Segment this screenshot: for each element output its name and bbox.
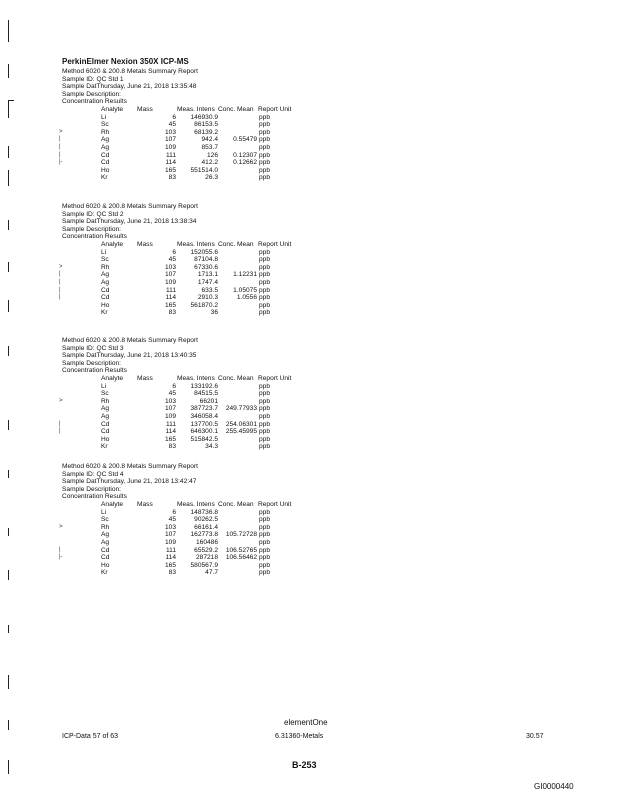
- cell-analyte: Cd: [101, 151, 110, 159]
- cell-report-unit: ppb: [259, 166, 271, 174]
- cell-analyte: Ho: [101, 435, 110, 443]
- cell-report-unit: ppb: [259, 390, 271, 398]
- cell-analyte: Kr: [101, 569, 108, 577]
- cell-mass: 114: [165, 159, 176, 167]
- margin-mark: [8, 470, 9, 478]
- row-marker: |-: [59, 159, 63, 166]
- cell-mass: 109: [164, 413, 176, 420]
- row-marker: |: [59, 428, 61, 435]
- cell-analyte: Cd: [101, 554, 110, 562]
- cell-mass: 6: [172, 382, 176, 390]
- cell-mass: 6: [172, 113, 176, 121]
- cell-analyte: Cd: [101, 294, 110, 302]
- company-name: elementOne: [284, 718, 328, 727]
- method-title: Method 6020 & 200.8 Metals Summary Report: [62, 337, 198, 344]
- cell-mass: 83: [168, 443, 176, 451]
- cell-report-unit: ppb: [259, 144, 271, 151]
- cell-analyte: Cd: [101, 159, 110, 167]
- row-marker: >: [59, 523, 63, 530]
- cell-meas-intens: 1747.4: [197, 279, 218, 286]
- cell-report-unit: ppb: [259, 561, 271, 569]
- margin-mark: [8, 570, 9, 580]
- cell-conc-mean: 106.52765: [225, 546, 257, 554]
- cell-analyte: Li: [101, 248, 107, 256]
- cell-mass: 45: [168, 516, 176, 524]
- cell-report-unit: ppb: [259, 279, 271, 286]
- column-header-conc-mean: Conc. Mean: [218, 106, 254, 113]
- cell-mass: 109: [164, 144, 176, 151]
- method-title: Method 6020 & 200.8 Metals Summary Report: [62, 463, 198, 470]
- cell-meas-intens: 65529.2: [194, 546, 218, 554]
- margin-mark: [8, 170, 9, 186]
- cell-analyte: Ag: [101, 144, 110, 151]
- column-header-meas-intens: Meas. Intens: [177, 106, 215, 113]
- column-header-conc-mean: Conc. Mean: [218, 501, 254, 508]
- cell-report-unit: ppb: [259, 256, 271, 264]
- document-id: GI0000440: [534, 782, 574, 791]
- cell-report-unit: ppb: [259, 516, 271, 524]
- cell-mass: 107: [164, 405, 176, 413]
- cell-mass: 165: [164, 166, 176, 174]
- row-marker: |: [59, 136, 61, 143]
- footer-left: ICP-Data 57 of 63: [62, 733, 119, 740]
- row-marker: |: [59, 420, 61, 427]
- column-header-analyte: Analyte: [101, 501, 123, 508]
- cell-analyte: Kr: [101, 309, 108, 317]
- cell-analyte: Cd: [101, 420, 110, 428]
- cell-mass: 83: [168, 174, 176, 182]
- cell-report-unit: ppb: [259, 294, 271, 302]
- cell-report-unit: ppb: [259, 151, 271, 159]
- cell-report-unit: ppb: [259, 397, 271, 405]
- cell-analyte: Sc: [101, 256, 109, 264]
- cell-analyte: Ag: [101, 539, 110, 546]
- column-header-conc-mean: Conc. Mean: [218, 375, 254, 382]
- cell-mass: 114: [165, 294, 176, 302]
- row-marker: |: [59, 294, 61, 301]
- cell-analyte: Sc: [101, 121, 109, 129]
- margin-mark: [8, 760, 9, 774]
- row-marker: >: [59, 128, 63, 135]
- footer-center: 6.31360-Metals: [275, 733, 324, 740]
- cell-report-unit: ppb: [259, 248, 271, 256]
- cell-report-unit: ppb: [259, 263, 271, 271]
- column-header-conc-mean: Conc. Mean: [218, 241, 254, 248]
- cell-mass: 103: [164, 397, 176, 405]
- cell-mass: 111: [165, 546, 176, 554]
- cell-analyte: Ho: [101, 561, 110, 569]
- cell-meas-intens: 515842.5: [190, 435, 218, 443]
- cell-mass: 45: [168, 121, 176, 129]
- cell-meas-intens: 387723.7: [190, 405, 218, 413]
- row-marker: |-: [59, 554, 63, 561]
- margin-mark: [8, 300, 9, 312]
- cell-conc-mean: 249.77933: [225, 405, 257, 413]
- cell-meas-intens: 87104.8: [194, 256, 218, 264]
- cell-conc-mean: 1.0556: [236, 294, 257, 302]
- cell-report-unit: ppb: [259, 523, 271, 531]
- column-header-analyte: Analyte: [101, 106, 123, 113]
- cell-meas-intens: 86153.5: [194, 121, 218, 129]
- concentration-results-heading: Concentration Results: [62, 233, 127, 241]
- cell-analyte: Rh: [101, 523, 110, 531]
- cell-conc-mean: 106.56462: [225, 554, 257, 562]
- cell-analyte: Rh: [101, 397, 110, 405]
- cell-report-unit: ppb: [259, 136, 271, 144]
- cell-meas-intens: 633.5: [201, 286, 218, 294]
- cell-mass: 45: [168, 390, 176, 398]
- cell-analyte: Ho: [101, 301, 110, 309]
- concentration-results-heading: Concentration Results: [62, 493, 127, 501]
- cell-mass: 111: [165, 286, 176, 294]
- column-header-analyte: Analyte: [101, 375, 123, 382]
- cell-report-unit: ppb: [259, 405, 271, 413]
- cell-mass: 107: [164, 271, 176, 279]
- column-header-report-unit: Report Unit: [258, 106, 292, 113]
- cell-meas-intens: 580567.9: [190, 561, 218, 569]
- row-marker: |: [59, 286, 61, 293]
- row-marker: >: [59, 397, 63, 404]
- margin-mark: [8, 20, 9, 42]
- cell-meas-intens: 942.4: [201, 136, 218, 144]
- footer-right: 30.57: [526, 733, 544, 740]
- margin-mark: [8, 100, 9, 118]
- cell-meas-intens: 66161.4: [194, 523, 218, 531]
- cell-meas-intens: 152055.6: [190, 248, 218, 256]
- cell-meas-intens: 2910.3: [197, 294, 218, 302]
- cell-meas-intens: 68139.2: [194, 128, 218, 136]
- row-marker: |: [59, 144, 61, 150]
- sample-id: Sample ID: QC Std 2: [62, 210, 124, 218]
- cell-report-unit: ppb: [259, 420, 271, 428]
- column-header-meas-intens: Meas. Intens: [177, 241, 215, 248]
- cell-analyte: Li: [101, 508, 107, 516]
- cell-meas-intens: 346058.4: [190, 413, 218, 420]
- cell-report-unit: ppb: [259, 554, 271, 562]
- cell-report-unit: ppb: [259, 382, 271, 390]
- cell-mass: 109: [164, 539, 176, 546]
- column-header-mass: Mass: [137, 501, 153, 508]
- column-header-analyte: Analyte: [101, 241, 123, 248]
- cell-meas-intens: 67330.6: [194, 263, 218, 271]
- cell-analyte: Kr: [101, 174, 108, 182]
- cell-mass: 83: [168, 569, 176, 577]
- sample-description: Sample Description:: [62, 90, 122, 98]
- cell-report-unit: ppb: [259, 508, 271, 516]
- cell-mass: 6: [172, 508, 176, 516]
- cell-report-unit: ppb: [259, 309, 271, 317]
- cell-analyte: Sc: [101, 390, 109, 398]
- margin-mark: [8, 420, 9, 430]
- cell-mass: 165: [164, 435, 176, 443]
- margin-mark: [8, 146, 9, 158]
- cell-conc-mean: 0.12307: [233, 151, 257, 159]
- cell-mass: 111: [165, 420, 176, 428]
- cell-conc-mean: 1.05075: [233, 286, 257, 294]
- concentration-results-heading: Concentration Results: [62, 98, 127, 106]
- cell-mass: 114: [165, 428, 176, 436]
- column-header-report-unit: Report Unit: [258, 241, 292, 248]
- cell-conc-mean: 105.72728: [225, 531, 257, 539]
- cell-meas-intens: 412.2: [201, 159, 218, 167]
- cell-meas-intens: 126: [206, 151, 218, 159]
- cell-meas-intens: 26.3: [205, 174, 218, 182]
- instrument-title: PerkinElmer Nexion 350X ICP-MS: [62, 57, 189, 66]
- cell-meas-intens: 551514.0: [190, 166, 218, 174]
- cell-report-unit: ppb: [259, 159, 271, 167]
- cell-meas-intens: 34.3: [205, 443, 218, 451]
- cell-meas-intens: 646300.1: [190, 428, 218, 436]
- cell-conc-mean: 0.55479: [233, 136, 257, 144]
- cell-mass: 165: [164, 301, 176, 309]
- sample-date: Sample DatThursday, June 21, 2018 13:40:35: [62, 352, 197, 360]
- cell-report-unit: ppb: [259, 271, 271, 279]
- cell-report-unit: ppb: [259, 435, 271, 443]
- cell-mass: 165: [164, 561, 176, 569]
- sample-id: Sample ID: QC Std 1: [62, 75, 124, 83]
- sample-description: Sample Description:: [62, 225, 122, 233]
- cell-analyte: Li: [101, 113, 107, 121]
- cell-report-unit: ppb: [259, 286, 271, 294]
- cell-mass: 107: [164, 136, 176, 144]
- cell-analyte: Ag: [101, 413, 110, 420]
- margin-mark: [8, 528, 9, 536]
- cell-conc-mean: 254.06301: [225, 420, 257, 428]
- cell-meas-intens: 160486: [195, 539, 218, 546]
- cell-report-unit: ppb: [259, 174, 271, 182]
- row-marker: |: [59, 271, 61, 278]
- cell-conc-mean: 0.12662: [233, 159, 257, 167]
- row-marker: >: [59, 263, 63, 270]
- cell-analyte: Sc: [101, 516, 109, 524]
- cell-report-unit: ppb: [259, 531, 271, 539]
- cell-report-unit: ppb: [259, 128, 271, 136]
- cell-analyte: Cd: [101, 546, 110, 554]
- cell-meas-intens: 133192.6: [190, 382, 218, 390]
- cell-meas-intens: 90262.5: [194, 516, 218, 524]
- column-header-meas-intens: Meas. Intens: [177, 375, 215, 382]
- cell-report-unit: ppb: [259, 428, 271, 436]
- sample-description: Sample Description:: [62, 485, 122, 493]
- cell-analyte: Kr: [101, 443, 108, 451]
- sample-id: Sample ID: QC Std 4: [62, 470, 124, 478]
- sample-id: Sample ID: QC Std 3: [62, 344, 124, 352]
- cell-analyte: Ag: [101, 531, 110, 539]
- column-header-mass: Mass: [137, 241, 153, 248]
- cell-report-unit: ppb: [259, 539, 271, 546]
- cell-mass: 83: [168, 309, 176, 317]
- cell-report-unit: ppb: [259, 121, 271, 129]
- cell-analyte: Li: [101, 382, 107, 390]
- cell-mass: 103: [164, 128, 176, 136]
- margin-mark: [8, 262, 9, 272]
- cell-meas-intens: 137700.5: [190, 420, 218, 428]
- cell-meas-intens: 561870.2: [190, 301, 218, 309]
- cell-analyte: Rh: [101, 263, 110, 271]
- cell-analyte: Ag: [101, 279, 110, 286]
- sample-date: Sample DatThursday, June 21, 2018 13:42:47: [62, 478, 197, 486]
- column-header-meas-intens: Meas. Intens: [177, 501, 215, 508]
- method-title: Method 6020 & 200.8 Metals Summary Report: [62, 68, 198, 75]
- sample-date: Sample DatThursday, June 21, 2018 13:35:48: [62, 83, 197, 91]
- column-header-mass: Mass: [137, 106, 153, 113]
- cell-analyte: Ag: [101, 271, 110, 279]
- cell-meas-intens: 1713.1: [197, 271, 218, 279]
- cell-meas-intens: 287218: [195, 554, 218, 562]
- cell-meas-intens: 66201: [199, 397, 218, 405]
- cell-analyte: Cd: [101, 286, 110, 294]
- cell-meas-intens: 47.7: [205, 569, 218, 577]
- margin-mark: [8, 220, 9, 230]
- cell-meas-intens: 36: [210, 309, 218, 317]
- column-header-mass: Mass: [137, 375, 153, 382]
- cell-mass: 114: [165, 554, 176, 562]
- margin-mark: [8, 720, 9, 730]
- cell-report-unit: ppb: [259, 569, 271, 577]
- method-title: Method 6020 & 200.8 Metals Summary Report: [62, 203, 198, 210]
- margin-mark: [8, 675, 9, 689]
- cell-meas-intens: 853.7: [201, 144, 218, 151]
- cell-report-unit: ppb: [259, 301, 271, 309]
- concentration-results-heading: Concentration Results: [62, 367, 127, 375]
- margin-mark: [8, 346, 9, 356]
- cell-report-unit: ppb: [259, 413, 271, 420]
- cell-mass: 6: [172, 248, 176, 256]
- cell-report-unit: ppb: [259, 443, 271, 451]
- cell-conc-mean: 255.45995: [225, 428, 257, 436]
- row-marker: |: [59, 546, 61, 553]
- cell-conc-mean: 1.12231: [233, 271, 257, 279]
- cell-meas-intens: 84515.5: [194, 390, 218, 398]
- row-marker: |: [59, 279, 61, 285]
- cell-analyte: Ag: [101, 405, 110, 413]
- cell-mass: 103: [164, 523, 176, 531]
- cell-analyte: Ho: [101, 166, 110, 174]
- row-marker: |: [59, 151, 61, 158]
- margin-mark: [8, 64, 9, 78]
- cell-analyte: Rh: [101, 128, 110, 136]
- cell-analyte: Cd: [101, 428, 110, 436]
- cell-report-unit: ppb: [259, 546, 271, 554]
- cell-mass: 107: [164, 531, 176, 539]
- page-number: B-253: [292, 760, 317, 770]
- cell-report-unit: ppb: [259, 113, 271, 121]
- column-header-report-unit: Report Unit: [258, 501, 292, 508]
- column-header-report-unit: Report Unit: [258, 375, 292, 382]
- cell-mass: 109: [164, 279, 176, 286]
- cell-meas-intens: 162773.8: [190, 531, 218, 539]
- sample-date: Sample DatThursday, June 21, 2018 13:38:34: [62, 218, 197, 226]
- cell-mass: 103: [164, 263, 176, 271]
- cell-meas-intens: 146930.9: [190, 113, 218, 121]
- margin-mark: [8, 625, 9, 633]
- cell-mass: 45: [168, 256, 176, 264]
- cell-analyte: Ag: [101, 136, 110, 144]
- sample-description: Sample Description:: [62, 359, 122, 367]
- cell-meas-intens: 148736.8: [190, 508, 218, 516]
- cell-mass: 111: [165, 151, 176, 159]
